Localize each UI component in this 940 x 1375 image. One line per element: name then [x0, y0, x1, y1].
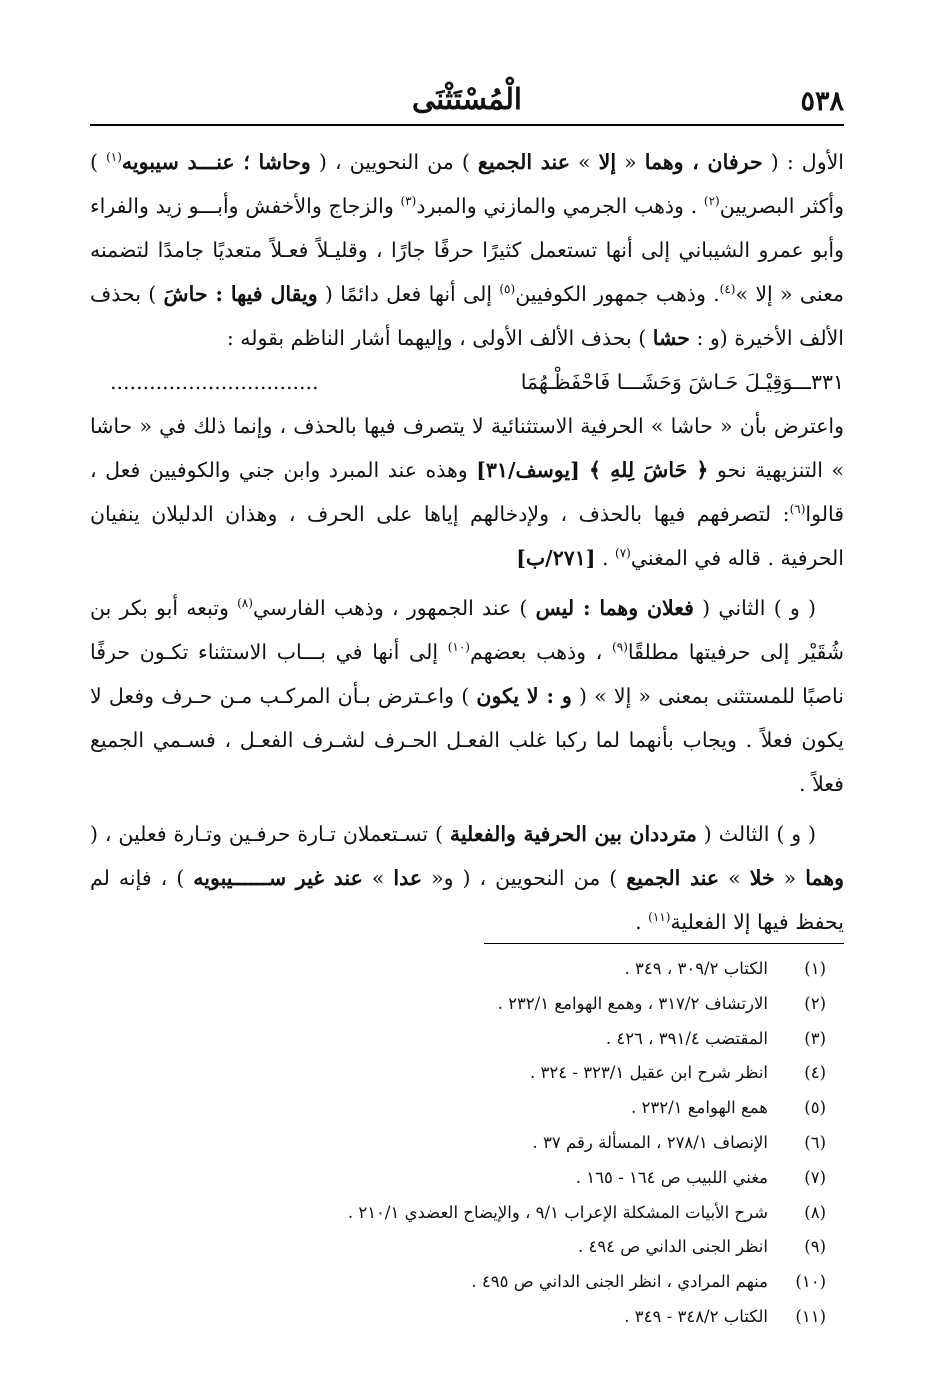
footnote-ref: (٥): [499, 282, 516, 297]
footnote-number: (٧): [804, 1167, 826, 1187]
bold-text: ويقال فيها : حاشَ: [163, 282, 318, 306]
running-title: الْمُسْتَثْنَى: [412, 82, 522, 116]
text-run: ( و ) الثاني (: [693, 596, 816, 620]
main-text: [90, 140, 844, 944]
text-run: ) بحذف الألف الأولى ، وإليهما أشار الناظم بقوله :: [226, 326, 653, 350]
footnote-item: [90, 1230, 844, 1265]
footnote-item: [90, 987, 844, 1022]
footnote-number: (١٠): [795, 1272, 826, 1292]
footnote-number: (٨): [804, 1202, 826, 1222]
text-run: «: [774, 866, 806, 890]
text-run: ) واعـترض بـأن المركـب مـن حـرف وفعل لا يكون فعلاً . ويجاب بأنهما لما ركبا غلب الفعـل الحـرف لشـرف الفعـل ، فسـمي الجميع فعلاً .: [90, 684, 844, 796]
footnote-text: الكتاب ٣٠٩/٢ ، ٣٤٩ .: [624, 959, 768, 978]
text-run: : لتصرفهم فيها بالحذف ، ولإدخالهم إياها على الحرف ، وهذان الدليلان ينفيان الحرفية . قاله في المغني: [90, 502, 844, 570]
footnote-item: [90, 952, 844, 987]
footnote-text: الارتشاف ٣١٧/٢ ، وهمع الهوامع ٢٣٢/١ .: [497, 993, 768, 1013]
text-run: ) من النحويين ، (: [310, 150, 478, 174]
bold-text: حرفان ، وهما: [644, 150, 763, 174]
footnote-item: [90, 1126, 844, 1161]
footnote-item: [90, 1196, 844, 1231]
text-run: . وذهب الجرمي والمازني والمبرد: [416, 194, 704, 218]
text-run: .: [595, 546, 615, 570]
footnote-ref: (٣): [400, 194, 417, 209]
footnote-number: (٩): [804, 1237, 826, 1257]
footnote-number: (٥): [804, 1098, 826, 1118]
footnote-item: [90, 1161, 844, 1196]
bold-text: مترددان بين الحرفية والفعلية: [449, 822, 697, 846]
text-run: »: [362, 866, 394, 890]
text-run: «: [616, 150, 645, 174]
footnote-item: [90, 1300, 844, 1335]
bold-text: ﴿ حَاشَ لِلهِ ﴾ [يوسف/٣١]: [476, 458, 709, 482]
page-header: [90, 80, 844, 130]
verse-text: وَقِيْـلَ حَـاشَ وَحَشَـــا فَاحْفَظْـهُمَا: [520, 370, 793, 394]
paragraph-3: [90, 586, 844, 806]
footnote-number: (٦): [804, 1132, 826, 1152]
bold-text: عند الجميع: [477, 150, 570, 174]
footnote-text: همع الهوامع ٢٣٢/١ .: [631, 1098, 768, 1118]
paragraph-4: [90, 812, 844, 944]
footnote-ref: (٩): [612, 640, 628, 655]
footnote-number: (٣): [804, 1028, 826, 1048]
text-run: ( و ) الثالث (: [696, 822, 817, 846]
bold-text: وحاشا ؛ عنـــد سيبويه: [121, 150, 311, 174]
text-run: ) عند الجمهور ، وذهب الفارسي: [252, 596, 536, 620]
text-run: ) وأكثر البصريين: [90, 150, 844, 218]
bold-text: فعلان وهما : ليس: [535, 596, 694, 620]
footnote-item: [90, 1022, 844, 1057]
paragraph-2: [90, 404, 844, 580]
bold-text: [٢٧١/ب]: [516, 546, 596, 570]
text-run: وتبعه أبو بكر بن شُقَيْر إلى حرفيتها مطلقًا: [90, 596, 845, 664]
text-run: ) تسـتعملان تـارة حرفـين وتـارة فعلين ، (: [90, 822, 450, 846]
footnote-number: (١): [804, 959, 826, 978]
footnote-ref: (١١): [648, 910, 671, 925]
text-run: وهذه عند المبرد وابن جني والكوفيين فعل ، قالوا: [90, 458, 844, 526]
footnote-number: (١١): [795, 1306, 826, 1326]
verse-number: ٣٣١ـــ: [792, 370, 844, 394]
text-run: »: [569, 150, 599, 174]
bold-text: عدا: [393, 866, 423, 890]
bold-text: و : لا يكون: [476, 684, 572, 708]
footnote-rule: [484, 943, 844, 944]
footnotes-list: [90, 952, 844, 1335]
footnote-text: انظر الجنى الداني ص ٤٩٤ .: [577, 1237, 768, 1257]
bold-text: خلا: [749, 866, 775, 890]
text-run: . وذهب جمهور الكوفيين: [515, 282, 720, 306]
text-run: إلى أنها في بـــاب الاستثناء تكـون حرفًا ناصبًا للمستثنى بمعنى « إلا » (: [90, 640, 844, 708]
footnote-ref: (١٠): [447, 640, 470, 655]
text-run: »: [719, 866, 750, 890]
footnote-ref: (١): [106, 150, 122, 165]
footnote-text: منهم المرادي ، انظر الجنى الداني ص ٤٩٥ .: [471, 1272, 768, 1292]
text-run: إلى أنها فعل دائمًا (: [317, 282, 500, 306]
text-run: والزجاج والأخفش وأبـــو زيد والفراء وأبو عمرو الشيباني إلى أنها تستعمل كثيرًا حرفًا جارًا ، وقليـلاً فعـلاً متعديًا جامدًا لتضمنه معنى « إلا »: [90, 194, 844, 306]
bold-text: حشا: [652, 326, 690, 350]
text-run: واعترض بأن « حاشا » الحرفية الاستثنائية لا يتصرف فيها بالحذف ، وإنما ذلك في « حاشا » التنزيهية نحو: [90, 414, 845, 482]
text-run: ) ، فإنه لم يحفظ فيها إلا الفعلية: [90, 866, 844, 934]
footnote-text: انظر شرح ابن عقيل ٣٢٣/١ - ٣٢٤ .: [530, 1063, 768, 1083]
text-run: ) من النحويين ، ( و«: [422, 866, 627, 890]
footnote-item: [90, 1091, 844, 1126]
bold-text: عند الجميع: [626, 866, 720, 890]
verse-number-and-text: [521, 360, 844, 404]
footnote-text: المقتضب ٣٩١/٤ ، ٤٢٦ .: [605, 1028, 768, 1048]
footnote-item: [90, 1265, 844, 1300]
footnote-item: [90, 1056, 844, 1091]
footnote-number: (٢): [804, 993, 826, 1013]
footnote-ref: (٢): [703, 194, 720, 209]
bold-text: إلا: [598, 150, 617, 174]
page-number: ٥٣٨: [800, 86, 844, 117]
verse-dots: ................................: [110, 370, 319, 394]
header-rule: [90, 124, 844, 126]
footnote-text: شرح الأبيات المشكلة الإعراب ٩/١ ، والإيضاح العضدي ٢١٠/١ .: [347, 1202, 768, 1222]
text-run: .: [635, 910, 649, 934]
bold-text: وهما: [805, 866, 845, 890]
footnote-ref: (٧): [615, 546, 631, 561]
footnote-ref: (٦): [789, 502, 806, 517]
book-page: [90, 0, 844, 1375]
text-run: الأول : (: [762, 150, 844, 174]
footnote-ref: (٤): [719, 282, 736, 297]
paragraph-1: [90, 140, 844, 360]
footnote-number: (٤): [804, 1063, 826, 1083]
footnote-text: الإنصاف ٢٧٨/١ ، المسألة رقم ٣٧ .: [532, 1132, 768, 1152]
verse-line: [90, 360, 844, 404]
footnote-ref: (٨): [237, 596, 253, 611]
footnote-text: الكتاب ٣٤٨/٢ - ٣٤٩ .: [624, 1306, 768, 1326]
text-run: ) بحذف الألف الأخيرة (و :: [90, 282, 844, 350]
footnote-text: مغني اللبيب ص ١٦٤ - ١٦٥ .: [575, 1167, 768, 1187]
text-run: ، وذهب بعضهم: [469, 640, 613, 664]
bold-text: عند غير ســــــيبويه: [193, 866, 363, 890]
